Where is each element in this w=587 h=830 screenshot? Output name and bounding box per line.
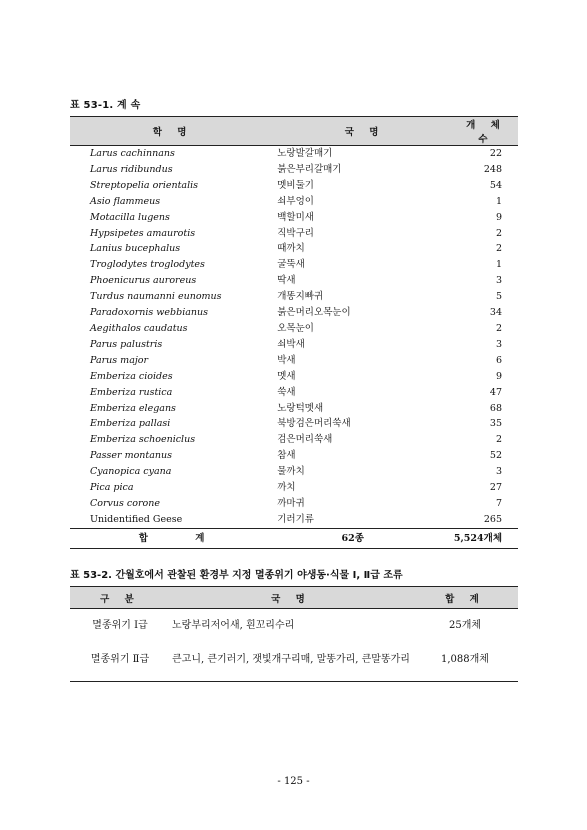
korean-name-cell: 직박구리 (277, 227, 314, 239)
names-cell: 노랑부리저어새, 흰꼬리수리 (172, 619, 295, 631)
table-row (70, 146, 518, 162)
count-cell: 3 (495, 338, 502, 350)
header-total: 합 계 (412, 587, 518, 609)
count-cell: 3 (495, 466, 502, 478)
category-cell: 멸종위기 Ⅰ급 (92, 619, 148, 631)
count-cell: 54 (489, 179, 502, 191)
count-cell: 265 (483, 513, 502, 525)
table-row (70, 241, 518, 257)
korean-name-cell: 때까치 (277, 243, 305, 255)
table-row (70, 369, 518, 385)
count-cell: 3 (495, 275, 502, 287)
korean-name-cell: 북방검은머리쑥새 (277, 418, 351, 430)
table-row (70, 162, 518, 178)
count-cell: 2 (495, 227, 502, 239)
category-cell: 멸종위기 Ⅱ급 (70, 637, 170, 682)
endangered-species-table (70, 586, 518, 682)
table-row (70, 353, 518, 369)
table-row (70, 273, 518, 289)
korean-name-cell: 쇠부엉이 (277, 195, 314, 207)
header-korean-name: 국 명 (275, 117, 454, 146)
korean-name-cell: 물까치 (277, 466, 305, 478)
scientific-name-cell: Parus major (90, 354, 149, 366)
table-row (70, 512, 518, 528)
names-cell: 큰고니, 큰기러기, 잿빛개구리매, 말똥가리, 큰말똥가리 (170, 637, 412, 682)
scientific-name-cell: Asio flammeus (90, 195, 161, 207)
header-count: 개 체 수 (454, 117, 518, 146)
count-cell: 6 (495, 354, 502, 366)
table-row (70, 464, 518, 480)
scientific-name-cell: Lanius bucephalus (90, 243, 181, 255)
korean-name-cell: 굴뚝새 (277, 259, 305, 271)
count-cell: 1 (495, 195, 502, 207)
count-cell: 2 (495, 243, 502, 255)
count-cell: 248 (483, 163, 502, 175)
table2-caption: 표 53-2. 간월호에서 관찰된 환경부 지정 멸종위기 야생동·식물 Ⅰ, Ⅱ급 조류 (70, 570, 403, 581)
korean-name-cell: 붉은부리갈매기 (277, 163, 342, 175)
scientific-name-cell: Aegithalos caudatus (90, 322, 188, 334)
count-cell: 2 (495, 434, 502, 446)
scientific-name-cell: Cyanopica cyana (90, 466, 172, 478)
table-row (70, 210, 518, 226)
count-cell: 27 (489, 482, 502, 494)
total-species: 62종 (275, 528, 454, 548)
scientific-name-cell: Emberiza rustica (90, 386, 173, 398)
scientific-name-cell: Phoenicurus auroreus (90, 275, 197, 287)
korean-name-cell: 멧새 (277, 370, 296, 382)
korean-name-cell: 까치 (277, 482, 296, 494)
scientific-name-cell: Hypsipetes amaurotis (90, 227, 196, 239)
korean-name-cell: 백할미새 (277, 211, 314, 223)
species-count-table (70, 116, 518, 549)
scientific-name-cell: Larus ridibundus (90, 163, 173, 175)
table2-header-row (70, 587, 518, 609)
header-names: 국 명 (170, 587, 412, 609)
total-cell: 25개체 (448, 619, 482, 631)
table-row (70, 226, 518, 242)
korean-name-cell: 딱새 (277, 275, 296, 287)
table-row (70, 401, 518, 417)
table-row (70, 416, 518, 432)
table-row (70, 496, 518, 512)
count-cell: 5 (495, 291, 502, 303)
table1-header-row (70, 117, 518, 146)
count-cell: 35 (489, 418, 502, 430)
korean-name-cell: 노랑발갈매기 (277, 148, 333, 159)
scientific-name-cell: Emberiza cioides (90, 370, 173, 382)
scientific-name-cell: Parus palustris (90, 338, 163, 350)
table-row (70, 321, 518, 337)
count-cell: 1 (495, 259, 502, 271)
total-label: 합 계 (70, 528, 275, 548)
table-row (70, 194, 518, 210)
scientific-name-cell: Streptopelia orientalis (90, 179, 199, 191)
scientific-name-cell: Emberiza schoeniclus (90, 434, 196, 446)
scientific-name-cell: Corvus corone (90, 497, 160, 509)
table-row (70, 178, 518, 194)
scientific-name-cell: Passer montanus (90, 450, 173, 462)
scientific-name-cell: Paradoxornis webbianus (90, 307, 209, 319)
header-scientific-name: 학 명 (70, 117, 275, 146)
count-cell: 9 (495, 211, 502, 223)
korean-name-cell: 기러기류 (277, 513, 314, 525)
table-row (70, 448, 518, 464)
korean-name-cell: 참새 (277, 450, 296, 462)
korean-name-cell: 붉은머리오목눈이 (277, 307, 351, 319)
scientific-name-cell: Emberiza elegans (90, 402, 176, 414)
korean-name-cell: 멧비둘기 (277, 179, 314, 191)
korean-name-cell: 개똥지빠귀 (277, 291, 324, 303)
scientific-name-cell: Pica pica (90, 482, 134, 494)
scientific-name-cell: Troglodytes troglodytes (90, 259, 205, 271)
table-row (70, 337, 518, 353)
table1-caption: 표 53-1. 계 속 (70, 100, 141, 111)
count-cell: 52 (489, 450, 502, 462)
korean-name-cell: 쑥새 (277, 386, 296, 398)
count-cell: 2 (495, 322, 502, 334)
count-cell: 34 (489, 307, 502, 319)
korean-name-cell: 까마귀 (277, 497, 305, 509)
table-row (70, 289, 518, 305)
header-category: 구 분 (70, 587, 170, 609)
count-cell: 68 (489, 402, 502, 414)
total-count: 5,524개체 (454, 528, 518, 548)
table-row (70, 609, 518, 638)
table-row (70, 257, 518, 273)
table1-total-row (70, 528, 518, 548)
scientific-name-cell: Larus cachinnans (90, 148, 175, 159)
scientific-name-cell: Motacilla lugens (90, 211, 170, 223)
korean-name-cell: 쇠박새 (277, 338, 305, 350)
count-cell: 22 (489, 148, 502, 159)
table-row (70, 637, 518, 682)
korean-name-cell: 오목눈이 (277, 322, 314, 334)
count-cell: 9 (495, 370, 502, 382)
table-row (70, 305, 518, 321)
table-row (70, 432, 518, 448)
total-cell: 1,088개체 (412, 637, 518, 682)
scientific-name-cell: Turdus naumanni eunomus (90, 291, 222, 303)
table-row (70, 385, 518, 401)
count-cell: 7 (495, 497, 502, 509)
korean-name-cell: 검은머리쑥새 (277, 434, 333, 446)
korean-name-cell: 박새 (277, 354, 296, 366)
korean-name-cell: 노랑턱멧새 (277, 402, 324, 414)
scientific-name-cell: Emberiza pallasi (90, 418, 171, 430)
scientific-name-cell: Unidentified Geese (90, 513, 183, 525)
table-row (70, 480, 518, 496)
count-cell: 47 (489, 386, 502, 398)
page-number: - 125 - (277, 776, 310, 787)
